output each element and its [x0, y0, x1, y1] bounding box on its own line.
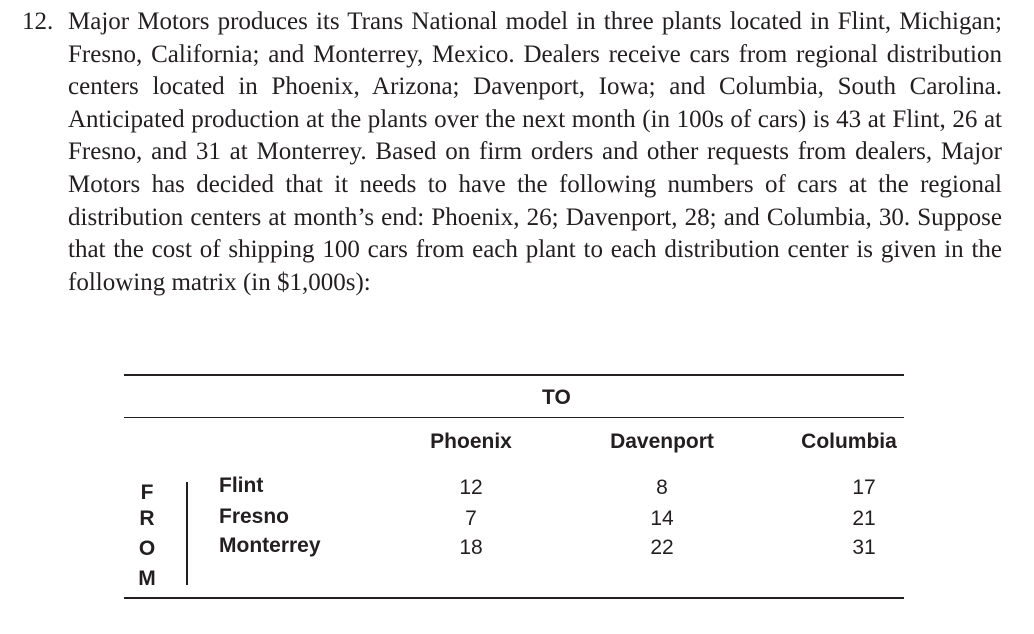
cell-value: 17 — [852, 476, 876, 499]
column-header-columbia: Columbia — [801, 430, 897, 453]
column-header-davenport: Davenport — [610, 430, 714, 453]
from-letter-m: M — [138, 567, 156, 590]
row-label-flint: Flint — [219, 474, 264, 497]
from-letter-f: F — [140, 481, 154, 504]
cell-value: 22 — [650, 536, 674, 559]
table-bottom-rule — [124, 597, 904, 599]
table-header-rule — [124, 417, 904, 418]
cost-matrix-table — [124, 374, 904, 600]
from-letter-o: O — [138, 537, 156, 560]
table-row — [124, 505, 904, 535]
problem-12 — [22, 6, 1002, 299]
cell-value: 18 — [459, 536, 483, 559]
cell-value: 14 — [650, 507, 674, 530]
to-header: TO — [542, 386, 571, 409]
row-label-monterrey: Monterrey — [219, 534, 321, 557]
cell-value: 8 — [656, 476, 668, 499]
problem-text: Major Motors produces its Trans National model in three plants located in Flint, Michigan; Fresno, California; and Monterrey, Mexico. Dealers receive cars from regional distribution centers located in Phoenix, Arizona; Davenport, Iowa; and Columbia, South Carolina. Anticipated production at the plants over the next month (in 100s of cars) is 43 at Flint, 26 at Fresno, and 31 at Monterrey. Based on firm orders and other requests from dealers, Major Motors has decided that it needs to have the following numbers of cars at the regional distribution centers at month’s end: Phoenix, 26; Davenport, 28; and Columbia, 30. Suppose that the cost of shipping 100 cars from each plant to each distribution center is given in the following matrix (in $1,000s): — [68, 8, 1002, 296]
cell-value: 31 — [852, 536, 876, 559]
cell-value: 7 — [465, 507, 477, 530]
table-row — [124, 534, 904, 564]
table-top-rule — [124, 374, 904, 376]
row-label-fresno: Fresno — [219, 505, 290, 528]
column-header-phoenix: Phoenix — [430, 430, 512, 453]
cell-value: 21 — [852, 507, 876, 530]
from-letter-r: R — [139, 507, 155, 530]
cell-value: 12 — [459, 476, 483, 499]
problem-number: 12. — [22, 8, 54, 35]
table-row — [124, 474, 904, 504]
